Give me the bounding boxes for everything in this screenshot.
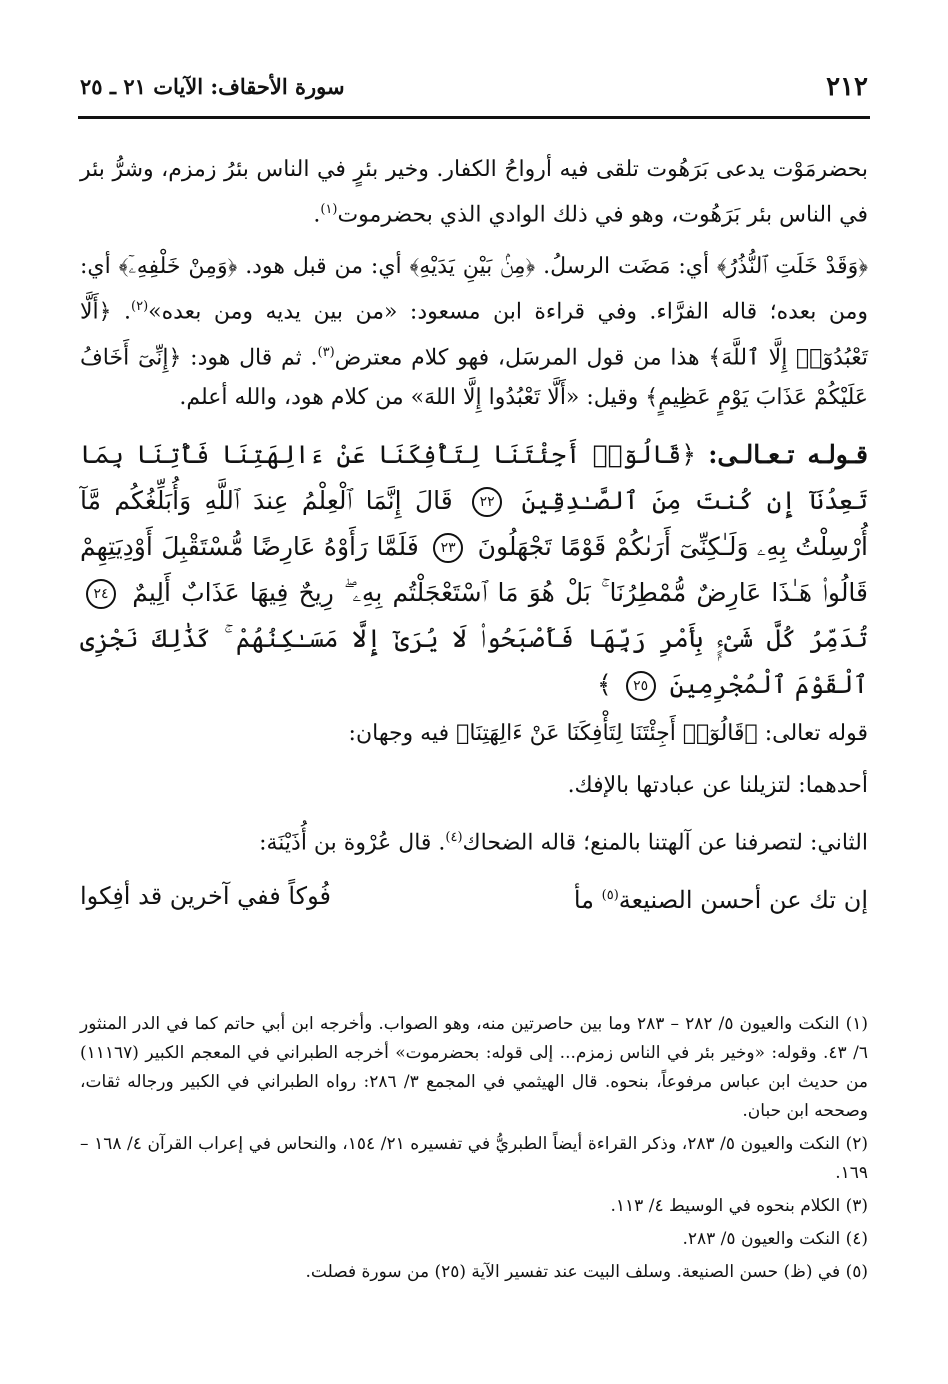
verse-text: فَلَمَّا رَأَوْهُ عَارِضًا مُّسْتَقْبِلَ أَوْدِيَتِهِمْ قَالُوا۟ هَـٰذَا عَارِضٌ مُّمْطِرُنَا ۚ بَلْ هُوَ مَا ٱسْتَعْجَلْتُم بِهِۦ ۖ رِيحٌ فِيهَا عَذَابٌ أَلِيمٌ	[80, 531, 868, 607]
footnote-ref: (٣)	[317, 344, 335, 360]
paragraph-4: أحدهما: لتزيلنا عن عبادتها بالإفك.	[567, 772, 868, 798]
paragraph-text: بحضرمَوْت يدعى بَرَهُوت تلقى فيه أرواحُ الكفار. وخير بئرٍ في الناس بئرُ زمزم، وشرُّ بئر في الناس بئر بَرَهُوت، وهو في ذلك الوادي الذي بحضرموت	[80, 157, 868, 228]
page-header	[80, 72, 868, 112]
paragraph-text: . ثم قال هود: ﴿إِنِّىٓ أَخَافُ عَلَيْكُمْ عَذَابَ يَوْمٍ عَظِيمٍ﴾ وقيل: «أَلَّا تَعْبُدُوا إِلَّا اللهَ» من كلام هود، والله أعلم.	[80, 344, 868, 410]
poem-text: إن تك عن أحسن الصنيعة	[618, 886, 868, 915]
page-number: ٢١٢	[826, 72, 868, 102]
poem-hemistich-right	[574, 875, 868, 921]
footnote: (٢) النكت والعيون ٥/ ٢٨٣، وذكر القراءة أيضاً الطبريُّ في تفسيره ٢١/ ١٥٤، والنحاس في إعراب القرآن ٤/ ١٦٨ – ١٦٩.	[80, 1134, 868, 1183]
poem-text: مأ	[573, 886, 594, 915]
header-rule	[78, 116, 870, 119]
verse-text: تُدَمِّرُ كُلَّ شَىْءٍۭ بِأَمْرِ رَبِّهَا فَأَصْبَحُوا۟ لَا يُرَىٰٓ إِلَّا مَسَـٰكِنُهُمْ ۚ كَذَ‌ٰلِكَ نَجْزِى ٱلْقَوْمَ ٱلْمُجْرِمِينَ	[80, 623, 868, 699]
verse-text: قَالَ إِنَّمَا ٱلْعِلْمُ عِندَ ٱللَّهِ وَأُبَلِّغُكُم مَّآ أُرْسِلْتُ بِهِۦ وَلَـٰكِنِّىٓ أَرَىٰكُمْ قَوْمًا تَجْهَلُونَ	[80, 485, 868, 561]
footnote: (١) النكت والعيون ٥/ ٢٨٢ – ٢٨٣ وما بين حاصرتين منه، وهو الصواب. وأخرجه ابن أبي حاتم كما في الدر المنثور ٦/ ٤٣. وقوله: «وخير بئر في الناس زمزم... إلى قوله: بحضرموت» أخرجه الطبراني في المعجم الكبير (١١١٦٧) من حديث ابن عباس مرفوعاً، بنحوه. قال الهيثمي في المجمع ٣/ ٢٨٦: رواه الطبراني في الكبير ورجاله ثقات، وصححه ابن حبان.	[80, 1014, 868, 1121]
verse-number-marker: ٢٢	[472, 487, 502, 517]
quran-verses	[80, 432, 868, 708]
running-title: سورة الأحقاف: الآيات ٢١ ـ ٢٥	[80, 74, 345, 99]
paragraph-text: .	[313, 202, 321, 228]
paragraph-text: الثاني: لتصرفنا عن آلهتنا بالمنع؛ قاله الضحاك	[462, 830, 868, 856]
paragraph-text: . قال عُرْوة بن أُذَيْنَة:	[259, 830, 446, 856]
footnote-ref: (١)	[320, 202, 338, 217]
footnote: (٤) النكت والعيون ٥/ ٢٨٣.	[682, 1229, 868, 1249]
verse-close-bracket: ﴾	[597, 669, 612, 699]
footnote-ref: (٥)	[601, 888, 619, 904]
poem-verse	[80, 875, 868, 921]
main-text	[80, 150, 868, 921]
footnote: (٥) في (ظ) حسن الصنيعة. وسلف البيت عند تفسير الآية (٢٥) من سورة فصلت.	[305, 1262, 868, 1282]
footnotes	[80, 1010, 868, 1291]
verse-number-marker: ٢٥	[626, 671, 656, 701]
paragraph-2	[80, 247, 868, 418]
verse-number-marker: ٢٤	[86, 579, 116, 609]
poem-hemistich-left: فُوكاً ففي آخرين قد أفِكوا	[80, 882, 331, 911]
paragraph-3: قوله تعالى: ﴿قَالُوٓا۟ أَجِئْتَنَا لِتَأْفِكَنَا عَنْ ءَالِهَتِنَا﴾ فيه وجهان:	[348, 720, 868, 746]
paragraph-text: . ﴿أَلَّا تَعْبُدُوٓا۟ إِلَّا ٱللَّهَ﴾ هذا من قول المرسَل، فهو كلام معترض	[80, 299, 869, 370]
footnote-ref: (٤)	[445, 829, 463, 845]
paragraph-1	[80, 150, 868, 235]
verse-text: ﴿قَالُوٓا۟ أَجِئْتَنَا لِتَأْفِكَنَا عَنْ ءَالِهَتِنَا فَأْتِنَا بِمَا تَعِدُنَآ إِن كُنتَ مِنَ ٱلصَّـٰدِقِينَ	[80, 439, 868, 515]
footnote-ref: (٢)	[131, 299, 149, 315]
paragraph-5	[80, 818, 868, 863]
paragraph-text: ﴿وَقَدْ خَلَتِ ٱلنُّذُرُ﴾ أي: مَضَت الرسلُ. ﴿مِنۢ بَيْنِ يَدَيْهِ﴾ أي: من قبل هود. ﴿وَمِنْ خَلْفِهِۦٓ﴾ أي: ومن بعده؛ قاله الفرَّاء. وفي قراءة ابن مسعود: «من بين يديه ومن بعده»	[80, 254, 868, 325]
footnote: (٣) الكلام بنحوه في الوسيط ٤/ ١١٣.	[610, 1196, 868, 1216]
verse-number-marker: ٢٣	[433, 533, 463, 563]
verse-lead: قـولـه تـعـالـى:	[708, 439, 868, 469]
